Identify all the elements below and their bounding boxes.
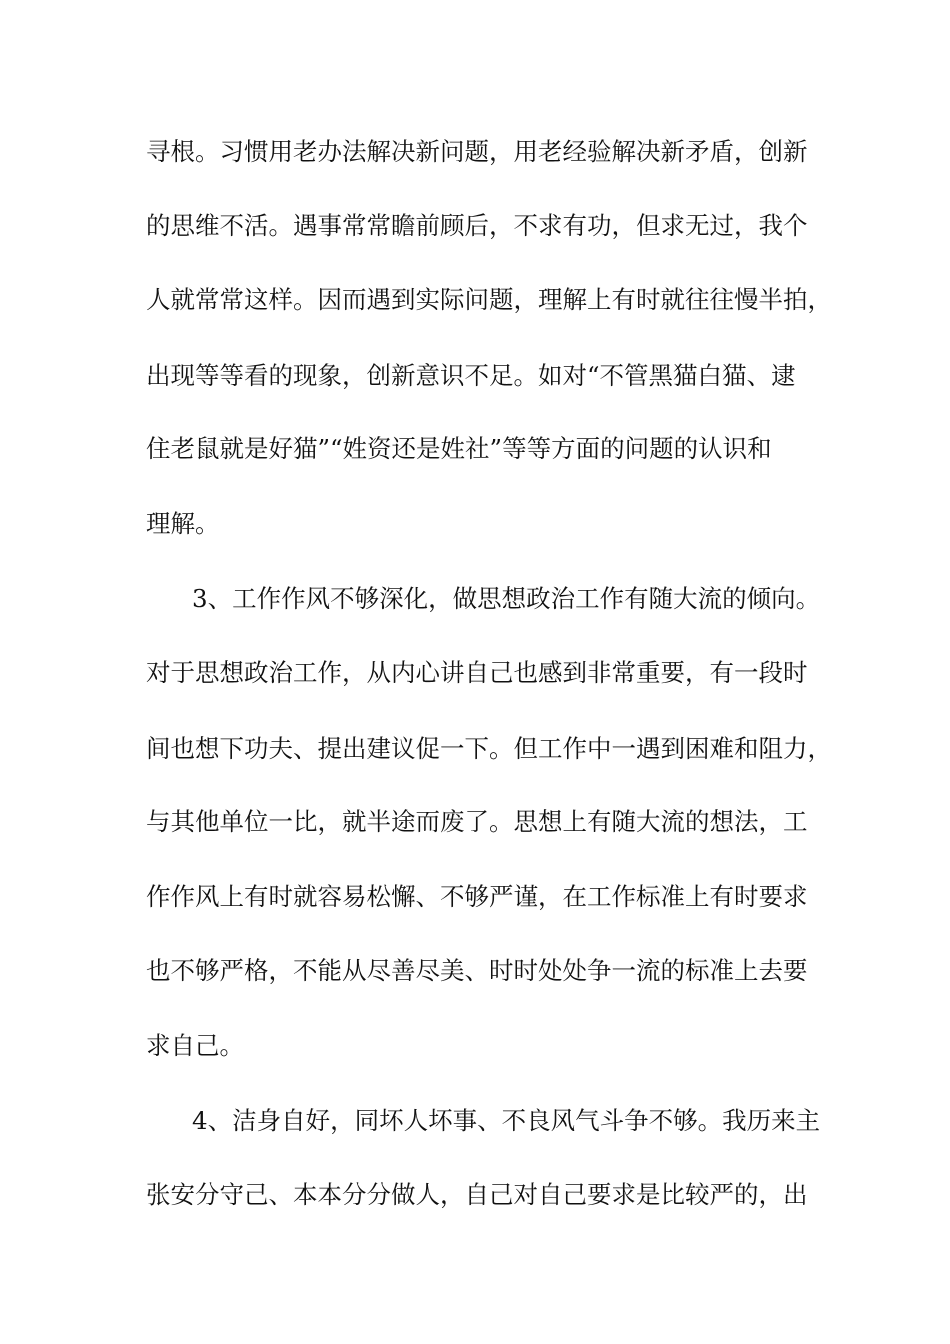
text-line: 寻根。习惯用老办法解决新问题，用老经验解决新矛盾，创新	[146, 137, 808, 166]
text-line: 张安分守己、本本分分做人，自己对自己要求是比较严的，出	[146, 1180, 808, 1209]
text-line: 也不够严格，不能从尽善尽美、时时处处争一流的标准上去要	[146, 956, 808, 985]
text-line: 作作风上有时就容易松懈、不够严谨，在工作标准上有时要求	[146, 882, 808, 911]
text-line: 求自己。	[146, 1031, 244, 1060]
text-line: 理解。	[146, 509, 220, 538]
text-line: 人就常常这样。因而遇到实际问题，理解上有时就往往慢半拍，	[146, 285, 832, 314]
section-heading-4: 4、洁身自好，同坏人坏事、不良风气斗争不够。我历来主	[192, 1106, 821, 1135]
text-line: 住老鼠就是好猫”“姓资还是姓社”等等方面的问题的认识和	[146, 434, 772, 463]
text-line: 的思维不活。遇事常常瞻前顾后，不求有功，但求无过，我个	[146, 211, 808, 240]
text-line: 对于思想政治工作，从内心讲自己也感到非常重要，有一段时	[146, 658, 808, 687]
text-line: 与其他单位一比，就半途而废了。思想上有随大流的想法，工	[146, 807, 808, 836]
text-line: 间也想下功夫、提出建议促一下。但工作中一遇到困难和阻力，	[146, 734, 832, 763]
section-heading-3: 3、工作作风不够深化，做思想政治工作有随大流的倾向。	[192, 584, 821, 613]
text-line: 出现等等看的现象，创新意识不足。如对“不管黑猫白猫、逮	[146, 361, 796, 390]
